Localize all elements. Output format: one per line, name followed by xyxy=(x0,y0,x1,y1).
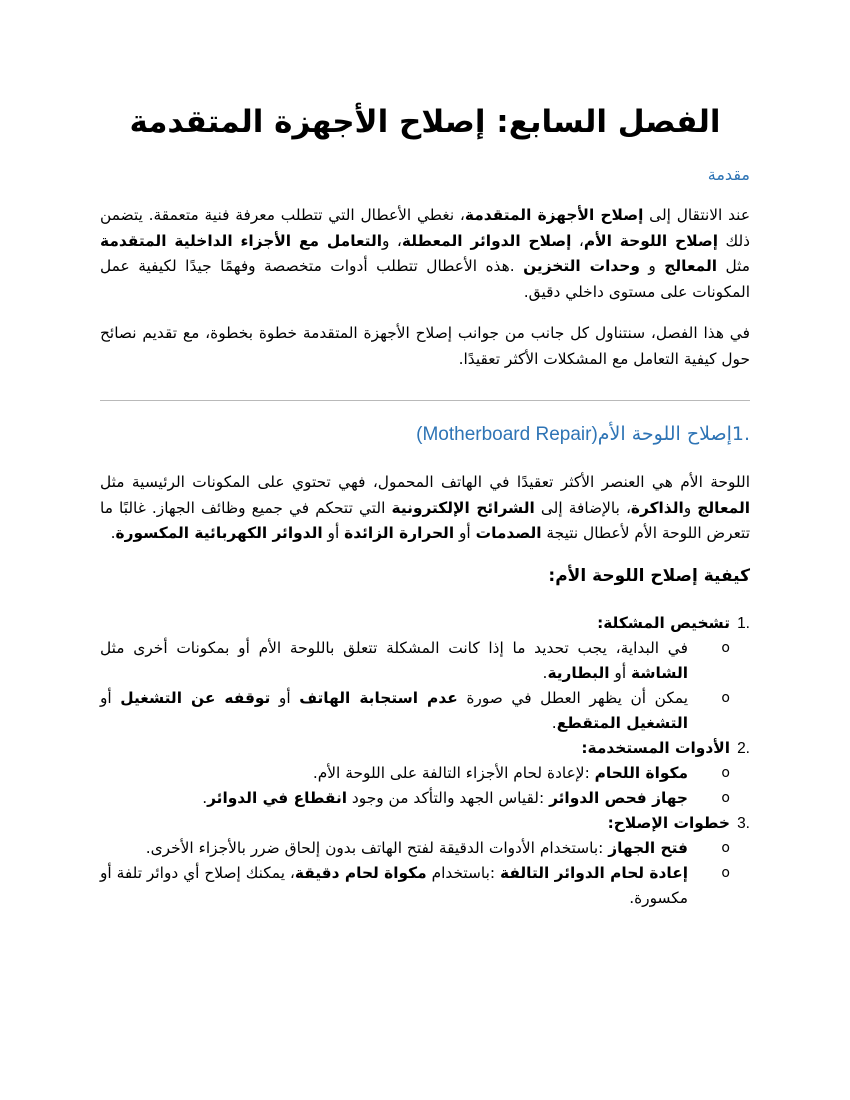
intro-heading: مقدمة xyxy=(707,165,750,184)
section-divider xyxy=(100,400,750,401)
step-number: 2. xyxy=(737,739,750,757)
list-item: o فتح الجهاز :باستخدام الأدوات الدقيقة لفتح الهاتف بدون إلحاق ضرر بالأجزاء الأخرى. xyxy=(100,836,688,861)
step-title: الأدوات المستخدمة: xyxy=(581,738,730,757)
step-sub-list xyxy=(100,636,730,736)
chapter-title: الفصل السابع: إصلاح الأجهزة المتقدمة xyxy=(129,104,721,140)
bullet-icon: o xyxy=(721,689,730,706)
list-item: o جهاز فحص الدوائر :لقياس الجهد والتأكد من وجود انقطاع في الدوائر. xyxy=(100,786,688,811)
list-item: o يمكن أن يظهر العطل في صورة عدم استجابة الهاتف أو توقفه عن التشغيل أو التشغيل المتقطع. xyxy=(100,686,688,736)
step-item xyxy=(100,736,750,811)
document-body xyxy=(100,96,750,911)
howto-heading: كيفية إصلاح اللوحة الأم: xyxy=(548,565,750,586)
intro-paragraph-1: عند الانتقال إلى إصلاح الأجهزة المتقدمة، نغطي الأعطال التي تتطلب معرفة فنية متعمقة. يتضمن ذلك إصلاح اللوحة الأم، إصلاح الدوائر المعطلة، والتعامل مع الأجزاء الداخلية المتقدمة مثل المعالج و وحدات التخزين .هذه الأعطال تتطلب أدوات متخصصة وفهمًا جيدًا لكيفية عمل المكونات على مستوى داخلي دقيق. xyxy=(100,206,751,301)
repair-steps-list xyxy=(100,611,750,911)
bullet-icon: o xyxy=(721,789,730,806)
list-item: o مكواة اللحام :لإعادة لحام الأجزاء التالفة على اللوحة الأم. xyxy=(100,761,688,786)
list-item: o إعادة لحام الدوائر التالفة :باستخدام مكواة لحام دقيقة، يمكنك إصلاح أي دوائر تلفة أو مكسورة. xyxy=(100,861,688,911)
step-item xyxy=(100,611,750,736)
section-1-title-ar: .1إصلاح اللوحة الأم xyxy=(597,423,750,445)
step-title: تشخيص المشكلة: xyxy=(597,613,730,632)
step-item xyxy=(99,811,750,911)
bullet-icon: o xyxy=(721,764,730,781)
step-number: 1. xyxy=(737,614,750,632)
step-title: خطوات الإصلاح: xyxy=(607,813,730,832)
section-1-title xyxy=(100,417,750,452)
list-item: o في البداية، يجب تحديد ما إذا كانت المشكلة تتعلق باللوحة الأم أو بمكونات أخرى مثل الشاشة أو البطارية. xyxy=(100,636,688,686)
step-sub-list xyxy=(100,836,730,911)
section-1-paragraph: اللوحة الأم هي العنصر الأكثر تعقيدًا في الهاتف المحمول، فهي تحتوي على المكونات الرئيسية مثل المعالج والذاكرة، بالإضافة إلى الشرائح الإلكترونية التي تتحكم في جميع وظائف الجهاز. غالبًا ما تتعرض اللوحة الأم لأعطال نتيجة الصدمات أو الحرارة الزائدة أو الدوائر الكهربائية المكسورة. xyxy=(100,473,751,542)
section-1-title-en: (Motherboard Repair) xyxy=(416,424,598,445)
step-sub-list xyxy=(100,761,730,811)
bullet-icon: o xyxy=(721,839,730,856)
bullet-icon: o xyxy=(721,864,730,881)
intro-paragraph-2: في هذا الفصل، سنتناول كل جانب من جوانب إصلاح الأجهزة المتقدمة خطوة بخطوة، مع تقديم نصائح حول كيفية التعامل مع المشكلات الأكثر تعقيدًا. xyxy=(100,324,750,368)
bullet-icon: o xyxy=(721,639,730,656)
step-number: 3. xyxy=(737,814,750,832)
